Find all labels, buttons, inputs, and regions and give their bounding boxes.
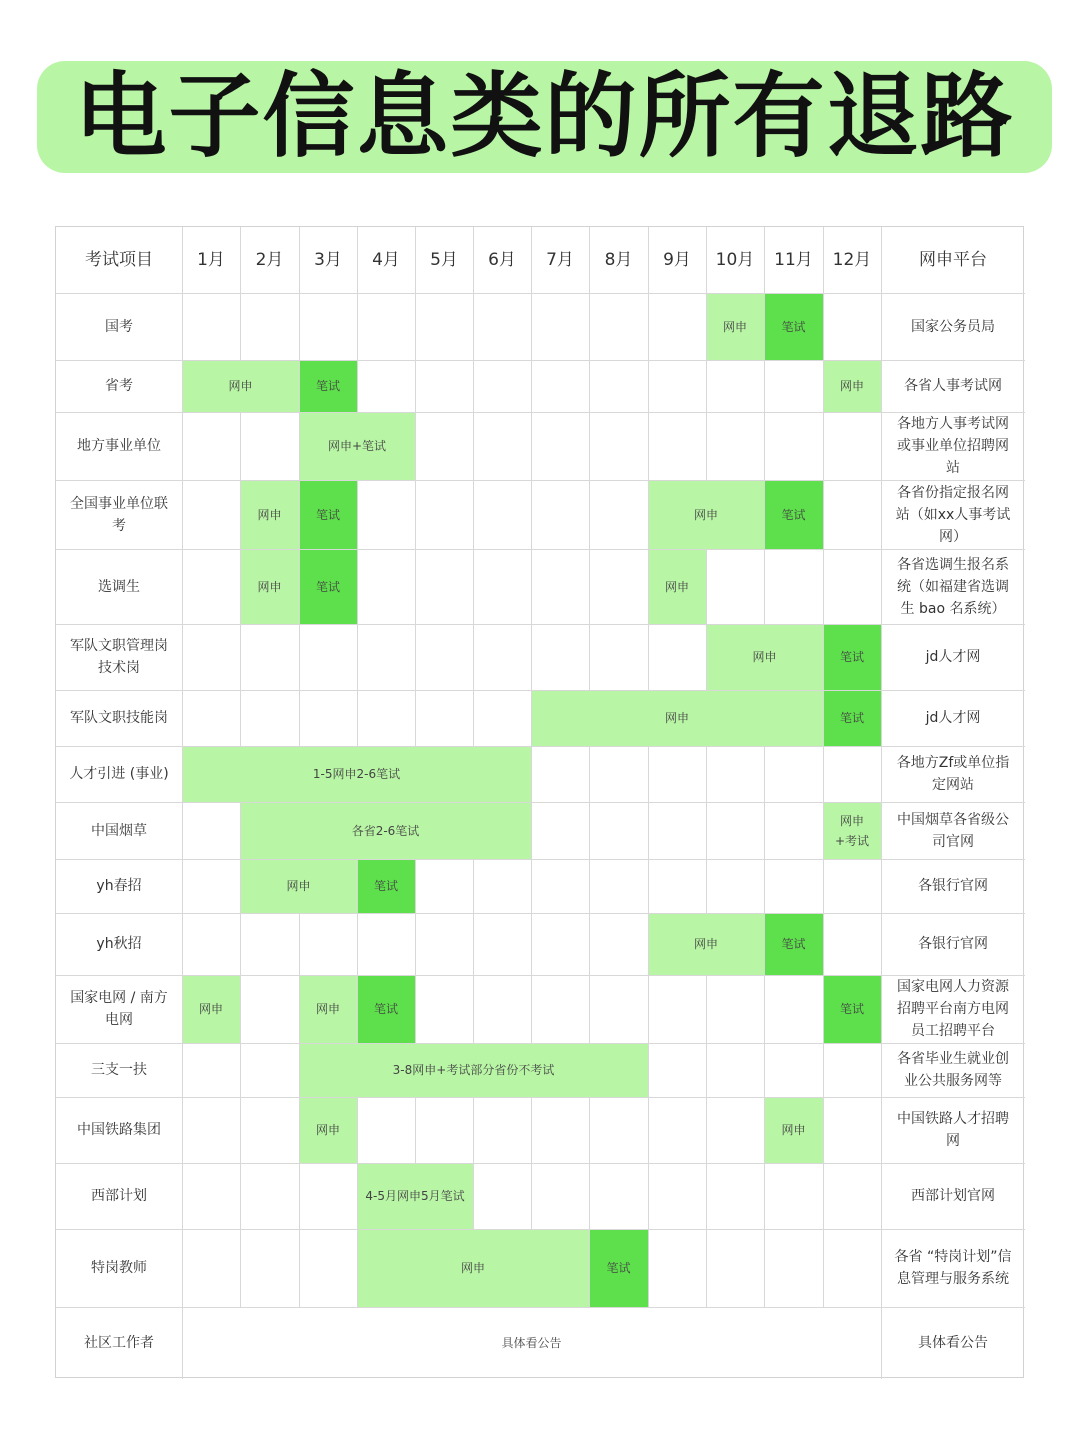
month-divider <box>589 227 590 1307</box>
row-label: 人才引进 (事业) <box>69 766 169 782</box>
application-bar: 网申 <box>824 361 881 412</box>
row-platform: jd人才网 <box>925 649 981 665</box>
month-divider <box>648 227 649 1307</box>
row-label: 三支一扶 <box>91 1062 147 1078</box>
header-month: 8月 <box>604 250 633 270</box>
exam-bar: 笔试 <box>300 481 357 549</box>
header-month: 1月 <box>197 250 225 270</box>
row-label: 国家电网 / 南方电网 <box>70 990 168 1028</box>
exam-bar: 笔试 <box>590 1230 648 1307</box>
header-month: 6月 <box>488 250 516 270</box>
row-label: yh春招 <box>96 878 142 894</box>
page-title: 电子信息类的所有退路 <box>74 63 1015 170</box>
header-month: 11月 <box>774 250 813 270</box>
month-divider <box>531 227 532 1307</box>
row-platform: 中国烟草各省级公司官网 <box>897 811 1009 850</box>
application-bar: 1-5网申2-6笔试 <box>183 747 531 802</box>
header-month: 7月 <box>546 250 574 270</box>
application-bar: 网申 <box>649 481 764 549</box>
application-bar: 网申 <box>707 625 823 690</box>
application-bar: 网申 <box>183 976 240 1043</box>
notice-cell: 具体看公告 <box>501 1336 562 1350</box>
application-bar: 网申 <box>532 691 823 746</box>
header-month: 9月 <box>663 250 691 270</box>
application-bar: 网申 <box>241 550 299 624</box>
header-month: 5月 <box>430 250 458 270</box>
application-bar: 网申 <box>707 294 764 360</box>
row-platform: 各地方Zf或单位指定网站 <box>896 755 1010 793</box>
row-label: 社区工作者 <box>84 1335 154 1351</box>
row-label: 西部计划 <box>91 1188 147 1204</box>
row-platform: jd人才网 <box>925 710 981 726</box>
title-banner <box>37 61 1052 173</box>
header-month: 12月 <box>832 250 872 270</box>
row-platform: 各省人事考试网 <box>904 378 1002 394</box>
header-platform: 网申平台 <box>919 250 987 270</box>
row-platform: 西部计划官网 <box>911 1188 995 1204</box>
application-bar: 网申+笔试 <box>300 413 415 480</box>
row-label: 选调生 <box>98 578 140 595</box>
row-label: 军队文职管理岗技术岗 <box>70 638 168 676</box>
application-bar: 网申 <box>300 976 357 1043</box>
exam-bar: 笔试 <box>358 976 415 1043</box>
header-month: 2月 <box>255 250 284 270</box>
application-bar: 网申 <box>300 1098 357 1163</box>
row-platform: 国家电网人力资源招聘平台南方电网员工招聘平台 <box>897 979 1009 1039</box>
header-month: 4月 <box>372 250 400 270</box>
exam-bar: 笔试 <box>300 550 357 624</box>
row-label: 省考 <box>105 378 133 394</box>
row-platform: 国家公务员局 <box>911 318 995 335</box>
exam-bar: 笔试 <box>824 976 881 1043</box>
application-bar: 网申 <box>183 361 299 412</box>
exam-bar: 笔试 <box>765 481 823 549</box>
row-label: 中国烟草 <box>91 822 147 839</box>
application-bar: 网申 <box>765 1098 823 1163</box>
row-platform: 各省毕业生就业创业公共服务网等 <box>897 1051 1009 1089</box>
month-divider <box>706 227 707 1307</box>
exam-bar: 笔试 <box>824 625 881 690</box>
application-bar: 网申 <box>241 860 357 913</box>
application-bar: 网申 <box>241 481 299 549</box>
row-label: yh秋招 <box>96 936 142 952</box>
row-label: 国考 <box>105 318 133 335</box>
row-platform: 各省选调生报名系统（如福建省选调生 bao 名系统） <box>897 556 1009 617</box>
row-platform: 中国铁路人才招聘网 <box>897 1111 1009 1149</box>
schedule-table <box>55 226 1024 1378</box>
application-bar: 网申 <box>649 914 764 975</box>
row-label: 全国事业单位联考 <box>70 495 168 534</box>
row-label: 中国铁路集团 <box>77 1122 161 1138</box>
application-bar: 4-5月网申5月笔试 <box>358 1164 473 1229</box>
row-platform: 各省 “特岗计划”信息管理与服务系统 <box>894 1249 1012 1287</box>
exam-bar: 笔试 <box>300 361 357 412</box>
header-month: 10月 <box>715 250 755 270</box>
row-platform: 各地方人事考试网或事业单位招聘网站 <box>897 416 1009 476</box>
header-month: 3月 <box>314 250 342 270</box>
exam-bar: 笔试 <box>765 294 823 360</box>
row-platform: 各银行官网 <box>918 878 988 894</box>
exam-bar: 笔试 <box>824 691 881 746</box>
row-platform: 各省份指定报名网站（如xx人事考试网） <box>895 484 1011 545</box>
row-platform: 具体看公告 <box>918 1335 988 1351</box>
header-item: 考试项目 <box>85 250 153 270</box>
application-bar: 网申+考试 <box>824 803 881 859</box>
exam-bar: 笔试 <box>765 914 823 975</box>
application-bar: 3-8网申+考试部分省份不考试 <box>300 1044 648 1097</box>
application-bar: 网申 <box>649 550 706 624</box>
row-label: 地方事业单位 <box>77 438 161 454</box>
application-bar: 各省2-6笔试 <box>241 803 531 859</box>
row-platform: 各银行官网 <box>918 936 988 952</box>
exam-bar: 笔试 <box>358 860 415 913</box>
row-label: 军队文职技能岗 <box>70 710 168 726</box>
application-bar: 网申 <box>358 1230 589 1307</box>
row-label: 特岗教师 <box>91 1260 147 1276</box>
